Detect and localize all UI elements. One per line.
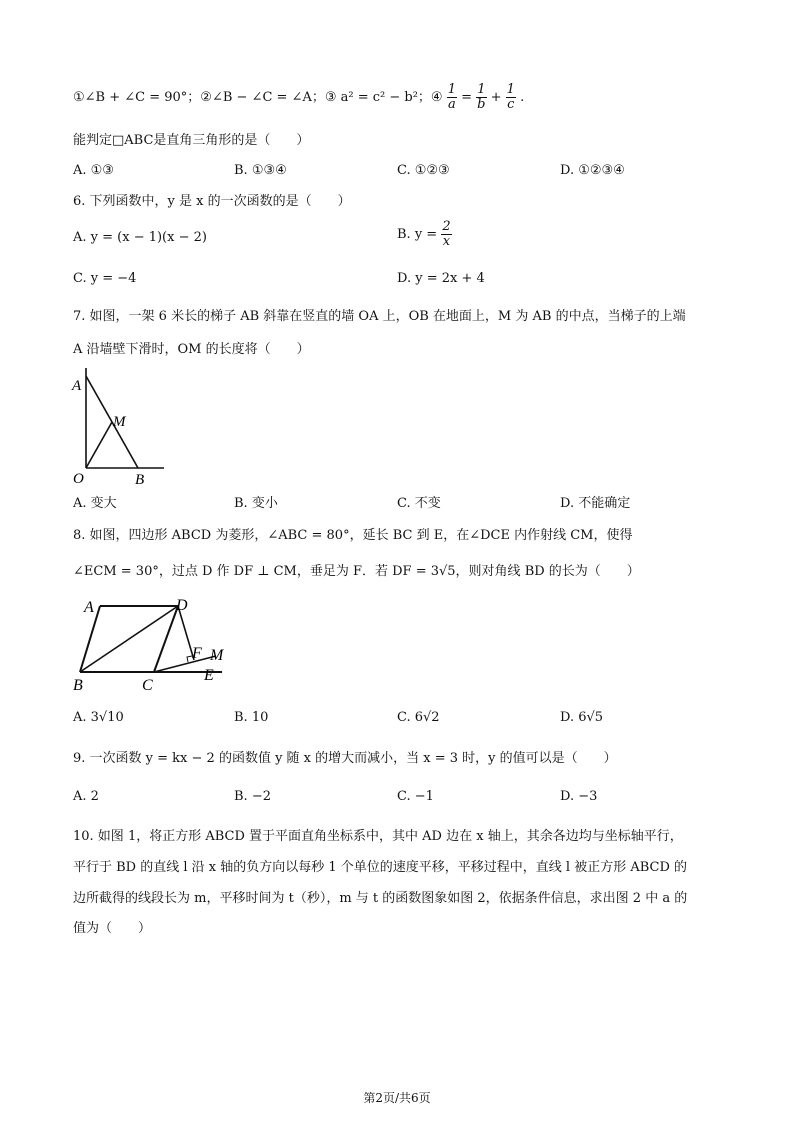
q5-option-d[interactable]: D. ①②③④: [560, 163, 625, 178]
q9-stem: 9. 一次函数 y = kx − 2 的函数值 y 随 x 的增大而减小，当 x = 3 时，y 的值可以是（ ）: [73, 751, 617, 766]
label-d: D: [176, 597, 188, 614]
q8-option-c[interactable]: C. 6√2: [397, 710, 440, 725]
label-e: E: [204, 667, 214, 684]
label-a: A: [84, 599, 94, 616]
q10-line-2: 平行于 BD 的直线 l 沿 x 轴的负方向以每秒 1 个单位的速度平移，平移过程中，直线 l 被正方形 ABCD 的: [73, 860, 688, 875]
q10-line-1: 10. 如图 1，将正方形 ABCD 置于平面直角坐标系中，其中 AD 边在 x 轴上，其余各边均与坐标轴平行，: [73, 829, 683, 844]
q5-option-c[interactable]: C. ①②③: [397, 163, 450, 178]
q5-option-a[interactable]: A. ①③: [73, 163, 114, 178]
q10-line-4: 值为（ ）: [73, 921, 152, 936]
label-c: C: [142, 677, 153, 694]
side-dc: [154, 606, 178, 672]
q8-line-2: ∠ECM = 30°，过点 D 作 DF ⊥ CM，垂足为 F．若 DF = 3√5，则对角线 BD 的长为（ ）: [73, 564, 640, 579]
q5-question: 能判定□ABC是直角三角形的是（ ）: [73, 133, 310, 148]
label-m: M: [113, 414, 126, 430]
label-b: B: [135, 472, 145, 488]
q9-option-a[interactable]: A. 2: [73, 789, 99, 804]
label-a: A: [72, 378, 82, 394]
q6-option-d[interactable]: D. y = 2x + 4: [397, 271, 485, 286]
segment-om: [86, 422, 112, 468]
q7-option-d[interactable]: D. 不能确定: [560, 496, 631, 511]
q7-option-c[interactable]: C. 不变: [397, 496, 441, 511]
q6-stem: 6. 下列函数中，y 是 x 的一次函数的是（ ）: [73, 194, 351, 209]
q7-line-2: A 沿墙壁下滑时，OM 的长度将（ ）: [73, 342, 310, 357]
diagonal-bd: [80, 606, 178, 672]
q7-line-1: 7. 如图，一架 6 米长的梯子 AB 斜靠在竖直的墙 OA 上，OB 在地面上，M 为 AB 的中点，当梯子的上端: [73, 309, 686, 324]
q9-option-b[interactable]: B. −2: [234, 789, 271, 804]
q10-line-3: 边所截得的线段长为 m，平移时间为 t（秒），m 与 t 的函数图象如图 2，依据条件信息，求出图 2 中 a 的: [73, 891, 688, 906]
q7-option-a[interactable]: A. 变大: [73, 496, 117, 511]
q5-frac-2: $\frac{1}{b}$: [477, 82, 486, 112]
label-f: F: [192, 645, 202, 662]
q6-b-frac: $\frac{2}{x}$: [442, 219, 451, 249]
q5-option-b[interactable]: B. ①③④: [234, 163, 287, 178]
q8-option-b[interactable]: B. 10: [234, 710, 269, 725]
q5-conditions: ①∠B + ∠C = 90°；②∠B − ∠C = ∠A；③ a² = c² − b²；④ $\frac{1}{a}$ = $\frac{1}{b}$ + $\frac{1}{c}$ .: [73, 82, 525, 112]
q8-line-1: 8. 如图，四边形 ABCD 为菱形，∠ABC = 80°，延长 BC 到 E，在∠DCE 内作射线 CM，使得: [73, 528, 633, 543]
q9-option-c[interactable]: C. −1: [397, 789, 434, 804]
label-o: O: [73, 471, 84, 487]
q6-option-b[interactable]: B. y = $\frac{2}{x}$: [397, 219, 451, 249]
q8-option-d[interactable]: D. 6√5: [560, 710, 604, 725]
q6-option-c[interactable]: C. y = −4: [73, 271, 137, 286]
q7-ladder-figure: [70, 364, 170, 490]
q6-option-a[interactable]: A. y = (x − 1)(x − 2): [73, 230, 207, 245]
q5-conditions-text: ①∠B + ∠C = 90°；②∠B − ∠C = ∠A；③ a² = c² − b²；④: [73, 90, 443, 105]
q7-option-b[interactable]: B. 变小: [234, 496, 278, 511]
q9-option-d[interactable]: D. −3: [560, 789, 598, 804]
q5-frac-1: $\frac{1}{a}$: [447, 82, 456, 112]
q5-frac-3: $\frac{1}{c}$: [506, 82, 515, 112]
q8-rhombus-figure: [70, 590, 240, 696]
page-footer: 第2页/共6页: [363, 1091, 431, 1105]
label-m: M: [210, 647, 224, 664]
label-b: B: [73, 677, 83, 694]
q8-option-a[interactable]: A. 3√10: [73, 710, 124, 725]
